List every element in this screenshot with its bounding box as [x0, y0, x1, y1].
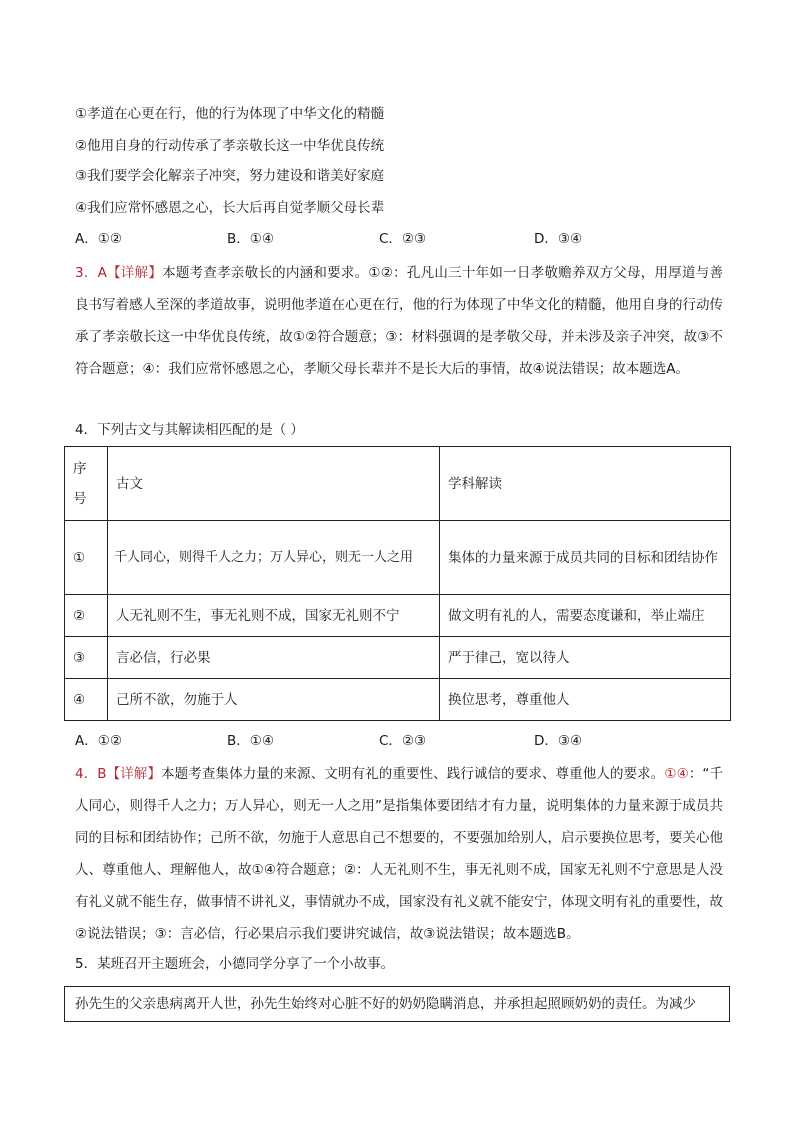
q3-option-d: D．③④ [534, 231, 583, 247]
q4-answer-red-marks: ①④ [664, 766, 689, 782]
q4-table-header [65, 447, 731, 521]
row-interpretation: 严于律己，宽以待人 [440, 637, 731, 679]
q3-answer-label: 3．A【详解】 [75, 265, 163, 281]
table-row [65, 637, 731, 679]
q4-answer-label: 4．B【详解】 [75, 766, 162, 782]
q3-answer-text: 本题考查孝亲敬长的内涵和要求。①②：孔凡山三十年如一日孝敬赡养双方父母，用厚道与善良书写着感人至深的孝道故事，说明他孝道在心更在行，他的行为体现了中华文化的精髓，他用自身的行动传承了孝亲敬长这一中华优良传统，故①②符合题意；③：材料强调的是孝敬父母，并未涉及亲子冲突，故③不符合题意；④：我们应常怀感恩之心，孝顺父母长辈并不是长大后的事情，故④说法错误；故本题选A。 [75, 265, 723, 377]
row-number: ② [65, 595, 108, 637]
row-number: ③ [65, 637, 108, 679]
row-interpretation: 换位思考，尊重他人 [440, 679, 731, 721]
row-classic-text: 人无礼则不生，事无礼则不成，国家无礼则不宁 [108, 595, 440, 637]
row-classic-text: 千人同心，则得千人之力；万人异心，则无一人之用 [108, 521, 440, 595]
q5-story-box: 孙先生的父亲患病离开人世，孙先生始终对心脏不好的奶奶隐瞒消息，并承担起照顾奶奶的责任。为减少 [64, 986, 730, 1022]
row-classic-text: 己所不欲，勿施于人 [108, 679, 440, 721]
header-classic-text: 古文 [108, 447, 440, 521]
q4-answer-text-before: 本题考查集体力量的来源、文明有礼的重要性、践行诚信的要求、尊重他人的要求。 [161, 766, 665, 782]
row-number: ④ [65, 679, 108, 721]
q4-option-c: C．②③ [379, 733, 427, 749]
q3-statement-1: ①孝道在心更在行，他的行为体现了中华文化的精髓 [75, 106, 385, 122]
row-interpretation: 集体的力量来源于成员共同的目标和团结协作 [440, 521, 731, 595]
row-number: ① [65, 521, 108, 595]
q3-option-b: B．①④ [227, 231, 274, 247]
q3-statement-3: ③我们要学会化解亲子冲突，努力建设和谐美好家庭 [75, 168, 385, 184]
q4-option-b: B．①④ [227, 733, 274, 749]
header-interpretation: 学科解读 [440, 447, 731, 521]
q3-statement-4: ④我们应常怀感恩之心，长大后再自觉孝顺父母长辈 [75, 200, 385, 216]
row-interpretation: 做文明有礼的人，需要态度谦和，举止端庄 [440, 595, 731, 637]
q4-option-d: D．③④ [534, 733, 583, 749]
q4-table [64, 446, 731, 721]
q4-stem: 4．下列古文与其解读相匹配的是（ ） [75, 422, 304, 438]
q4-option-a: A．①② [75, 733, 122, 749]
table-row [65, 679, 731, 721]
table-row [65, 521, 731, 595]
row-classic-text: 言必信，行必果 [108, 637, 440, 679]
q3-statement-2: ②他用自身的行动传承了孝亲敬长这一中华优良传统 [75, 138, 385, 154]
q3-option-c: C．②③ [379, 231, 427, 247]
q4-answer-text-after: ：“千人同心，则得千人之力；万人异心，则无一人之用”是指集体要团结才有力量，说明集体的力量来源于成员共同的目标和团结协作；己所不欲，勿施于人意思自己不想要的，不要强加给别人，启示要换位思考，要关心他人、尊重他人、理解他人，故①④符合题意；②：人无礼则不生，事无礼则不成，国家无礼则不宁意思是人没有礼义就不能生存，做事情不讲礼义，事情就办不成，国家没有礼义就不能安宁，体现文明有礼的重要性，故②说法错误；③：言必信，行必果启示我们要讲究诚信，故③说法错误；故本题选B。 [75, 766, 723, 942]
q3-answer-explanation [75, 257, 723, 385]
q5-stem: 5．某班召开主题班会，小德同学分享了一个小故事。 [75, 956, 395, 972]
q3-option-a: A．①② [75, 231, 122, 247]
header-number: 序号 [65, 447, 108, 521]
q4-answer-explanation [75, 758, 723, 950]
table-row [65, 595, 731, 637]
